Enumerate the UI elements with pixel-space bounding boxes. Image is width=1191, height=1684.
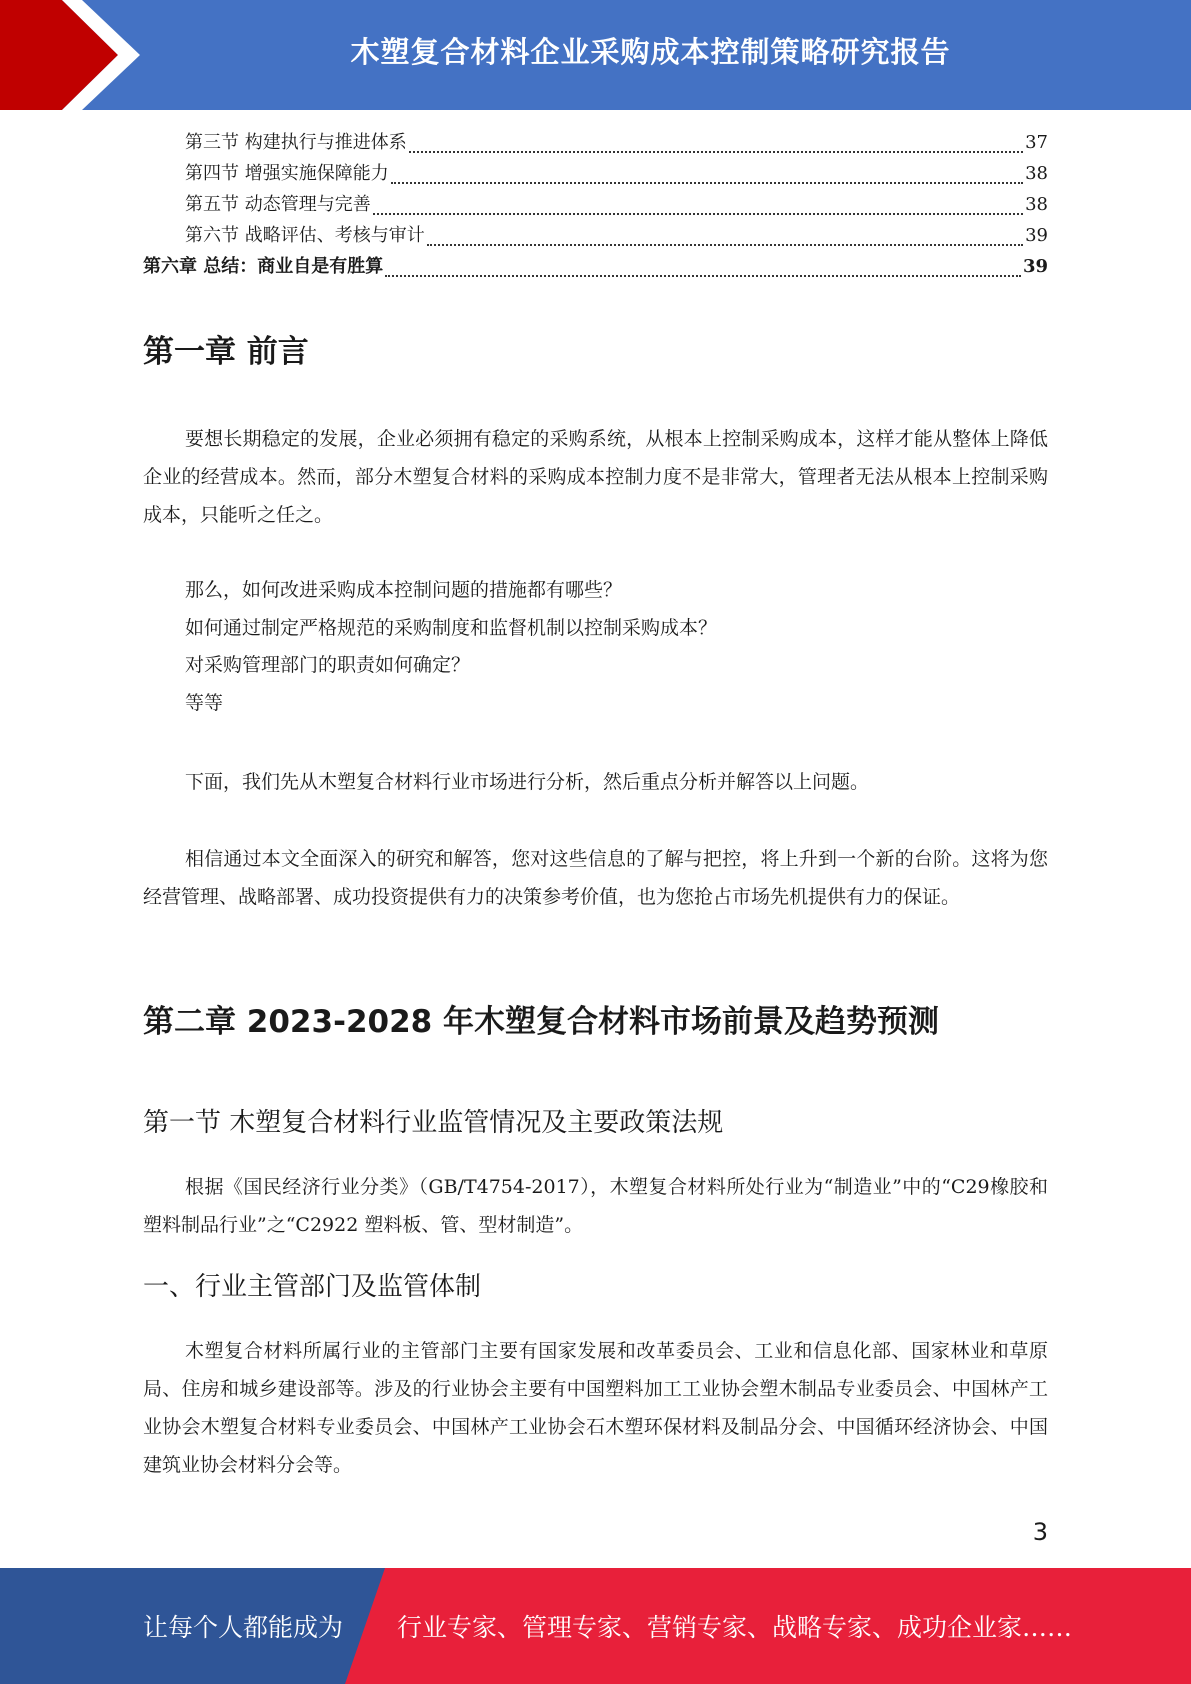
toc-entry[interactable]: [143, 252, 1048, 283]
chapter-1-paragraph-3: 相信通过本文全面深入的研究和解答，您对这些信息的了解与把控，将上升到一个新的台阶。这将为您经营管理、战略部署、成功投资提供有力的决策参考价值，也为您抢占市场先机提供有力的保证。: [143, 848, 1048, 908]
question-line: 等等: [185, 691, 224, 714]
toc-leader-dots: [391, 181, 1023, 184]
toc-entry-label: 第五节 动态管理与完善: [185, 194, 371, 215]
question-line: 那么，如何改进采购成本控制问题的措施都有哪些？: [185, 579, 623, 601]
section-1-paragraph: 根据《国民经济行业分类》（GB/T4754-2017），木塑复合材料所处行业为“制造业”中的“C29橡胶和塑料制品行业”之“C2922 塑料板、管、型材制造”。: [143, 1176, 1048, 1236]
toc-entry-page: 38: [1025, 194, 1048, 215]
page-header: [0, 0, 1191, 110]
toc-entry[interactable]: [143, 190, 1048, 221]
page-number: 3: [1032, 1518, 1048, 1546]
toc-entry-label: 第六章 总结：商业自是有胜算: [143, 256, 384, 277]
toc-entry-page: 39: [1022, 256, 1048, 277]
toc-entry-page: 37: [1025, 132, 1048, 153]
toc-entry-page: 39: [1025, 225, 1048, 246]
chapter-1-questions: [143, 572, 1048, 722]
table-of-contents: [143, 128, 1048, 283]
section-1-heading: 第一节 木塑复合材料行业监管情况及主要政策法规: [143, 1108, 724, 1138]
chapter-1-heading: 第一章 前言: [143, 334, 309, 370]
toc-leader-dots: [427, 243, 1023, 246]
footer-slogan-right: 行业专家、管理专家、营销专家、战略专家、成功企业家……: [397, 1613, 1073, 1642]
question-line: 对采购管理部门的职责如何确定？: [185, 654, 471, 676]
header-title: 木塑复合材料企业采购成本控制策略研究报告: [350, 34, 951, 69]
toc-leader-dots: [409, 150, 1023, 153]
toc-entry[interactable]: [143, 221, 1048, 252]
toc-leader-dots: [373, 212, 1023, 215]
chapter-1-paragraph-2: 下面，我们先从木塑复合材料行业市场进行分析，然后重点分析并解答以上问题。: [185, 771, 870, 793]
toc-entry-label: 第三节 构建执行与推进体系: [185, 132, 407, 153]
chapter-2-heading: 第二章 2023-2028 年木塑复合材料市场前景及趋势预测: [143, 1004, 940, 1040]
toc-entry-label: 第六节 战略评估、考核与审计: [185, 225, 425, 246]
page-footer: [0, 1568, 1191, 1684]
subsection-1-paragraph: 木塑复合材料所属行业的主管部门主要有国家发展和改革委员会、工业和信息化部、国家林业和草原局、住房和城乡建设部等。涉及的行业协会主要有中国塑料加工工业协会塑木制品专业委员会、中国林产工业协会木塑复合材料专业委员会、中国林产工业协会石木塑环保材料及制品分会、中国循环经济协会、中国建筑业协会材料分会等。: [143, 1340, 1048, 1476]
toc-entry[interactable]: [143, 128, 1048, 159]
footer-slogan-left: 让每个人都能成为: [143, 1613, 344, 1642]
question-line: 如何通过制定严格规范的采购制度和监督机制以控制采购成本？: [185, 616, 718, 639]
toc-entry-page: 38: [1025, 163, 1048, 184]
subsection-1-heading: 一、行业主管部门及监管体制: [143, 1272, 482, 1302]
chapter-1-paragraph-1: 要想长期稳定的发展，企业必须拥有稳定的采购系统，从根本上控制采购成本，这样才能从整体上降低企业的经营成本。然而，部分木塑复合材料的采购成本控制力度不是非常大，管理者无法从根本上控制采购成本，只能听之任之。: [143, 428, 1048, 526]
toc-entry[interactable]: [143, 159, 1048, 190]
toc-entry-label: 第四节 增强实施保障能力: [185, 163, 389, 184]
toc-leader-dots: [385, 274, 1021, 277]
